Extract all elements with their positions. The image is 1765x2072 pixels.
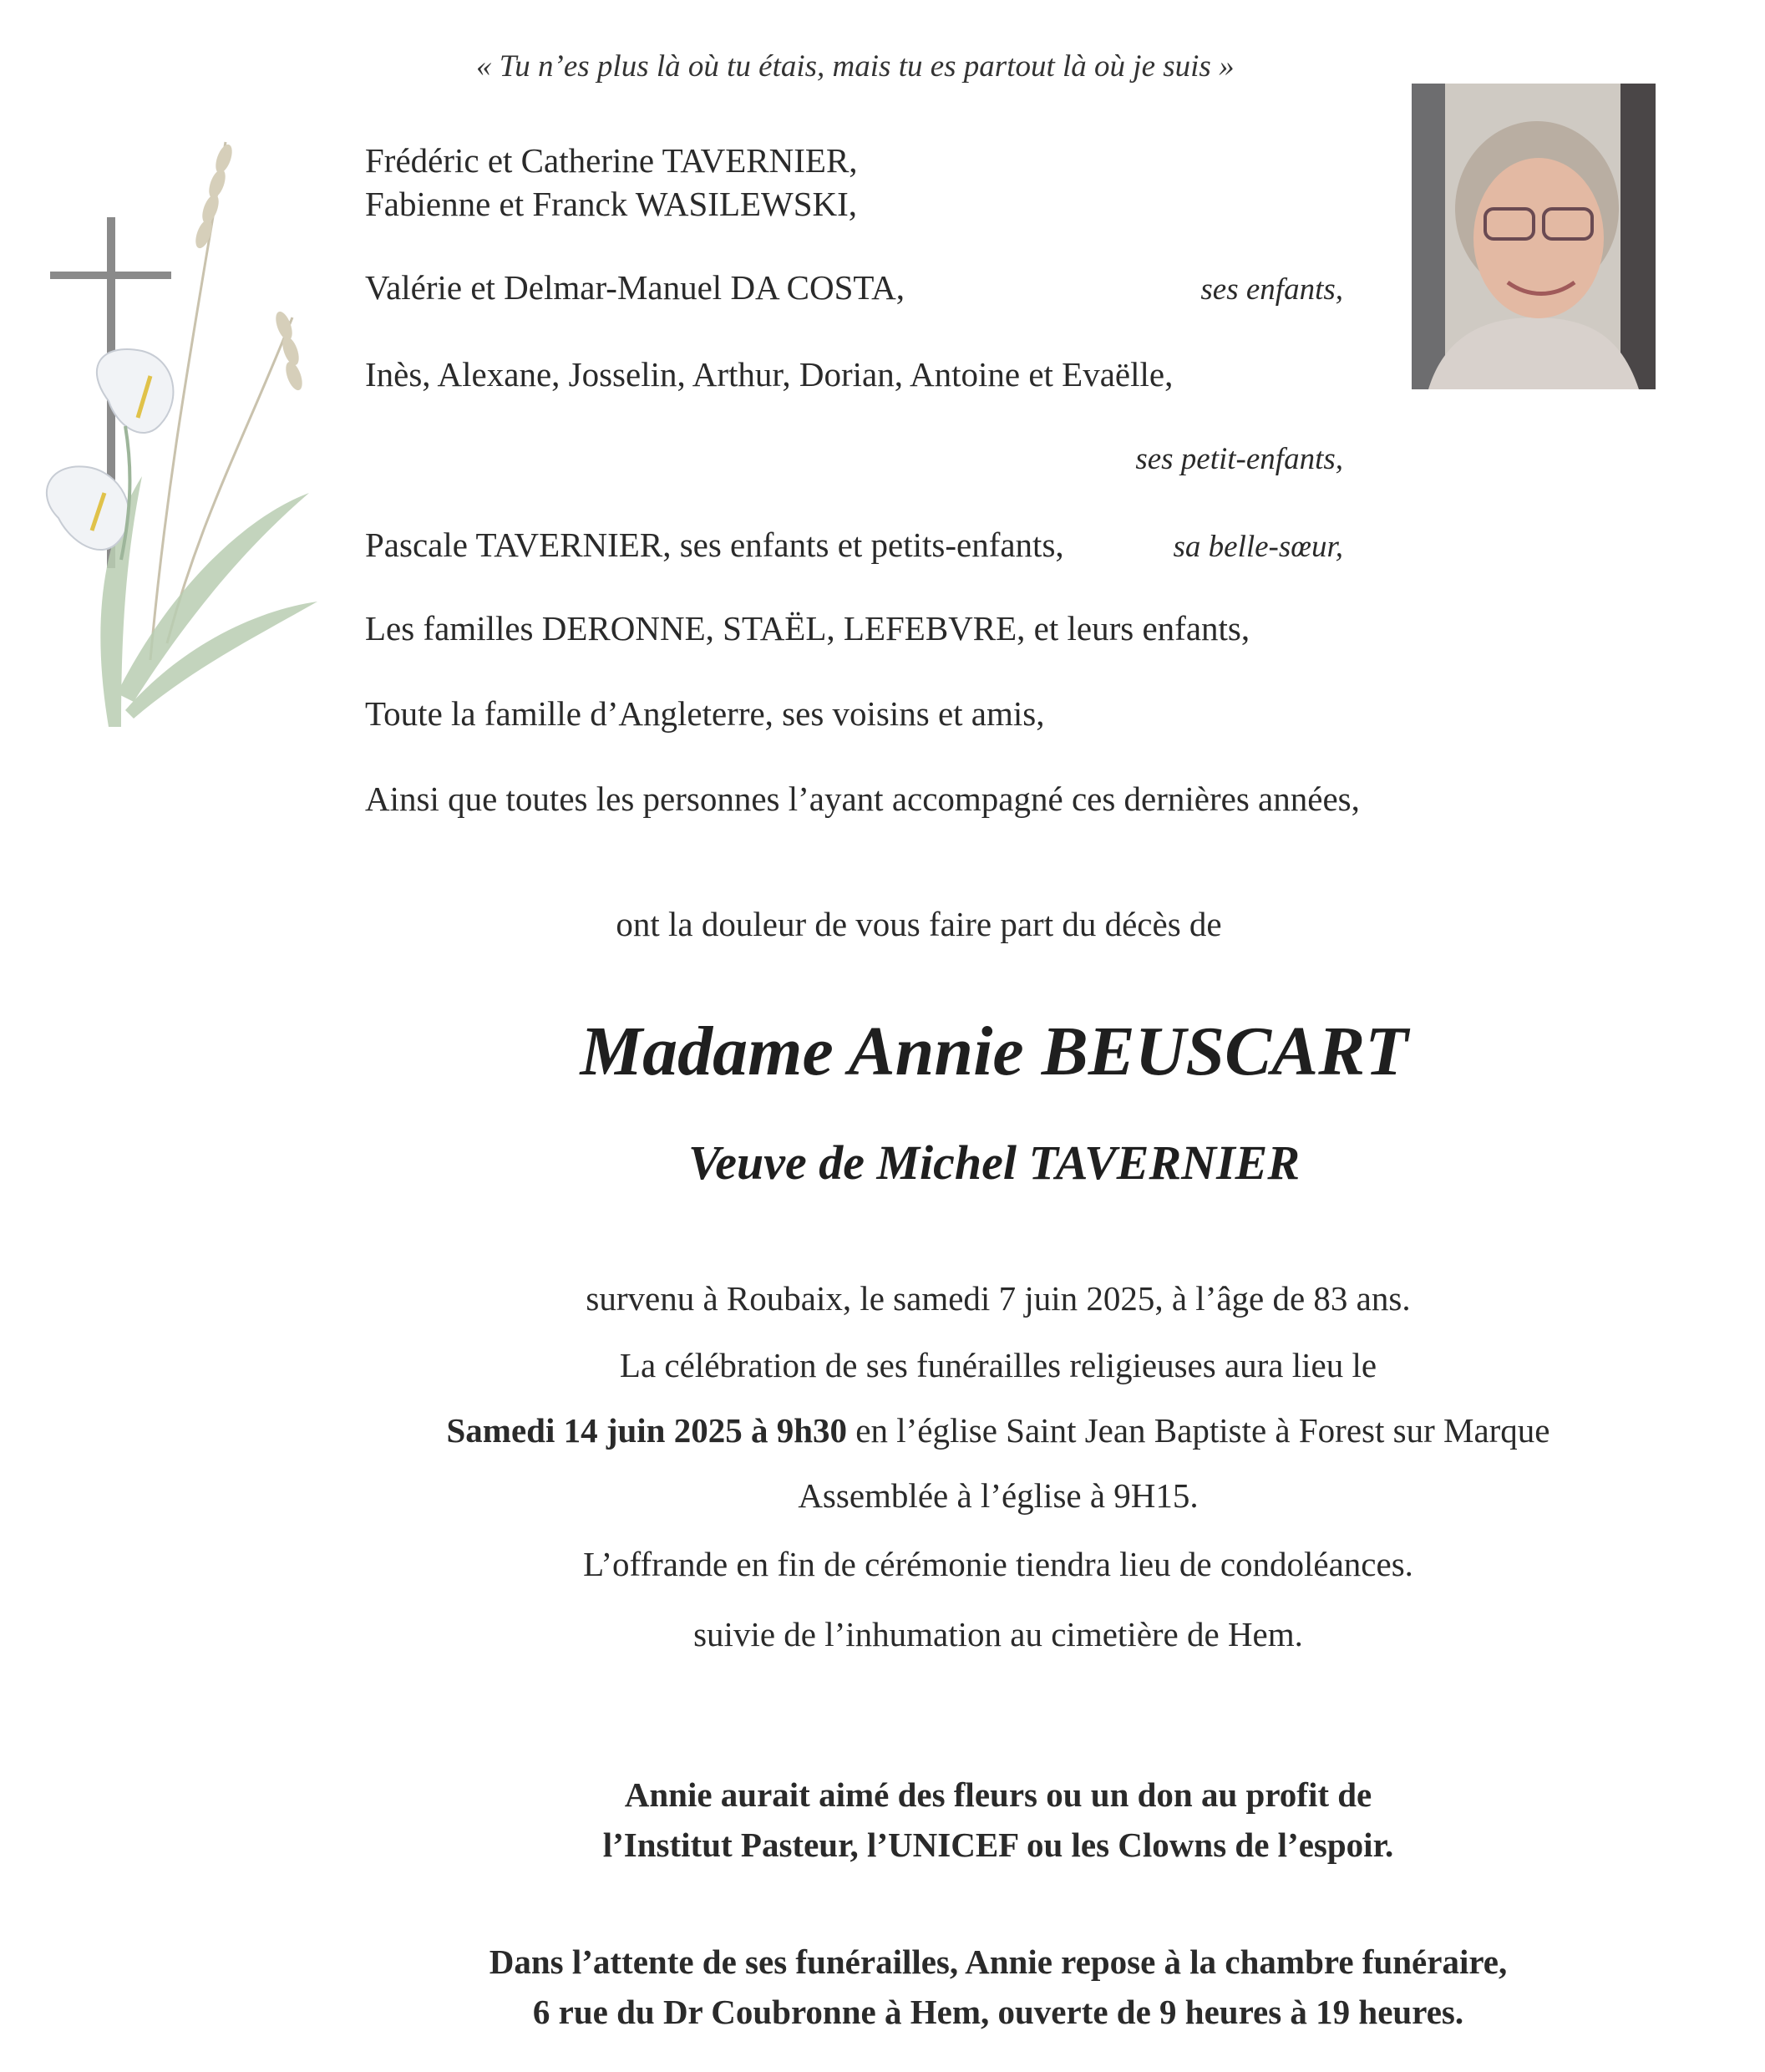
grandchildren-line: Inès, Alexane, Josselin, Arthur, Dorian, Antoine et Evaëlle, [365, 355, 1174, 394]
assembly-line: Assemblée à l’église à 9H15. [798, 1476, 1199, 1515]
widow-of: Veuve de Michel TAVERNIER [687, 1135, 1301, 1190]
others-line: Ainsi que toutes les personnes l’ayant accompagné ces dernières années, [365, 780, 1360, 818]
donations-line-2: l’Institut Pasteur, l’UNICEF ou les Clowns de l’espoir. [602, 1826, 1394, 1864]
funeral-home-line-1: Dans l’attente de ses funérailles, Annie repose à la chambre funéraire, [489, 1942, 1508, 1981]
ceremony-location: en l’église Saint Jean Baptiste à Forest sur Marque [847, 1411, 1550, 1450]
portrait-photo [1412, 84, 1656, 389]
england-line: Toute la famille d’Angleterre, ses voisins et amis, [365, 694, 1045, 733]
family-line-1: Frédéric et Catherine TAVERNIER, [365, 141, 858, 180]
death-details: survenu à Roubaix, le samedi 7 juin 2025, à l’âge de 83 ans. [586, 1279, 1411, 1318]
ceremony-date: Samedi 14 juin 2025 à 9h30 [446, 1411, 848, 1450]
burial-line: suivie de l’inhumation au cimetière de Hem. [693, 1615, 1303, 1653]
families-line: Les familles DERONNE, STAËL, LEFEBVRE, et leurs enfants, [365, 609, 1250, 648]
epigraph-quote: « Tu n’es plus là où tu étais, mais tu es partout là où je suis » [476, 49, 1235, 84]
offering-line: L’offrande en fin de cérémonie tiendra lieu de condoléances. [583, 1545, 1413, 1583]
sister-in-law-line: Pascale TAVERNIER, ses enfants et petits-enfants, [365, 526, 1064, 564]
role-grandchildren: ses petit-enfants, [1135, 442, 1343, 476]
family-line-2: Fabienne et Franck WASILEWSKI, [365, 185, 858, 223]
ceremony-date-line [317, 1410, 1679, 1450]
family-line-3: Valérie et Delmar-Manuel DA COSTA, [365, 268, 905, 307]
donations-line-1: Annie aurait aimé des fleurs ou un don au profit de [624, 1775, 1372, 1814]
celebration-line: La célébration de ses funérailles religieuses aura lieu le [619, 1346, 1377, 1384]
portrait-icon [1412, 84, 1656, 389]
cross-lily-decoration-icon [25, 125, 326, 777]
role-sister-in-law: sa belle-sœur, [1173, 530, 1343, 564]
role-children: ses enfants, [1200, 272, 1343, 307]
deceased-name: Madame Annie BEUSCART [580, 1013, 1408, 1090]
announcement-intro: ont la douleur de vous faire part du décès de [616, 905, 1222, 943]
funeral-home-line-2: 6 rue du Dr Coubronne à Hem, ouverte de 9 heures à 19 heures. [532, 1993, 1464, 2031]
